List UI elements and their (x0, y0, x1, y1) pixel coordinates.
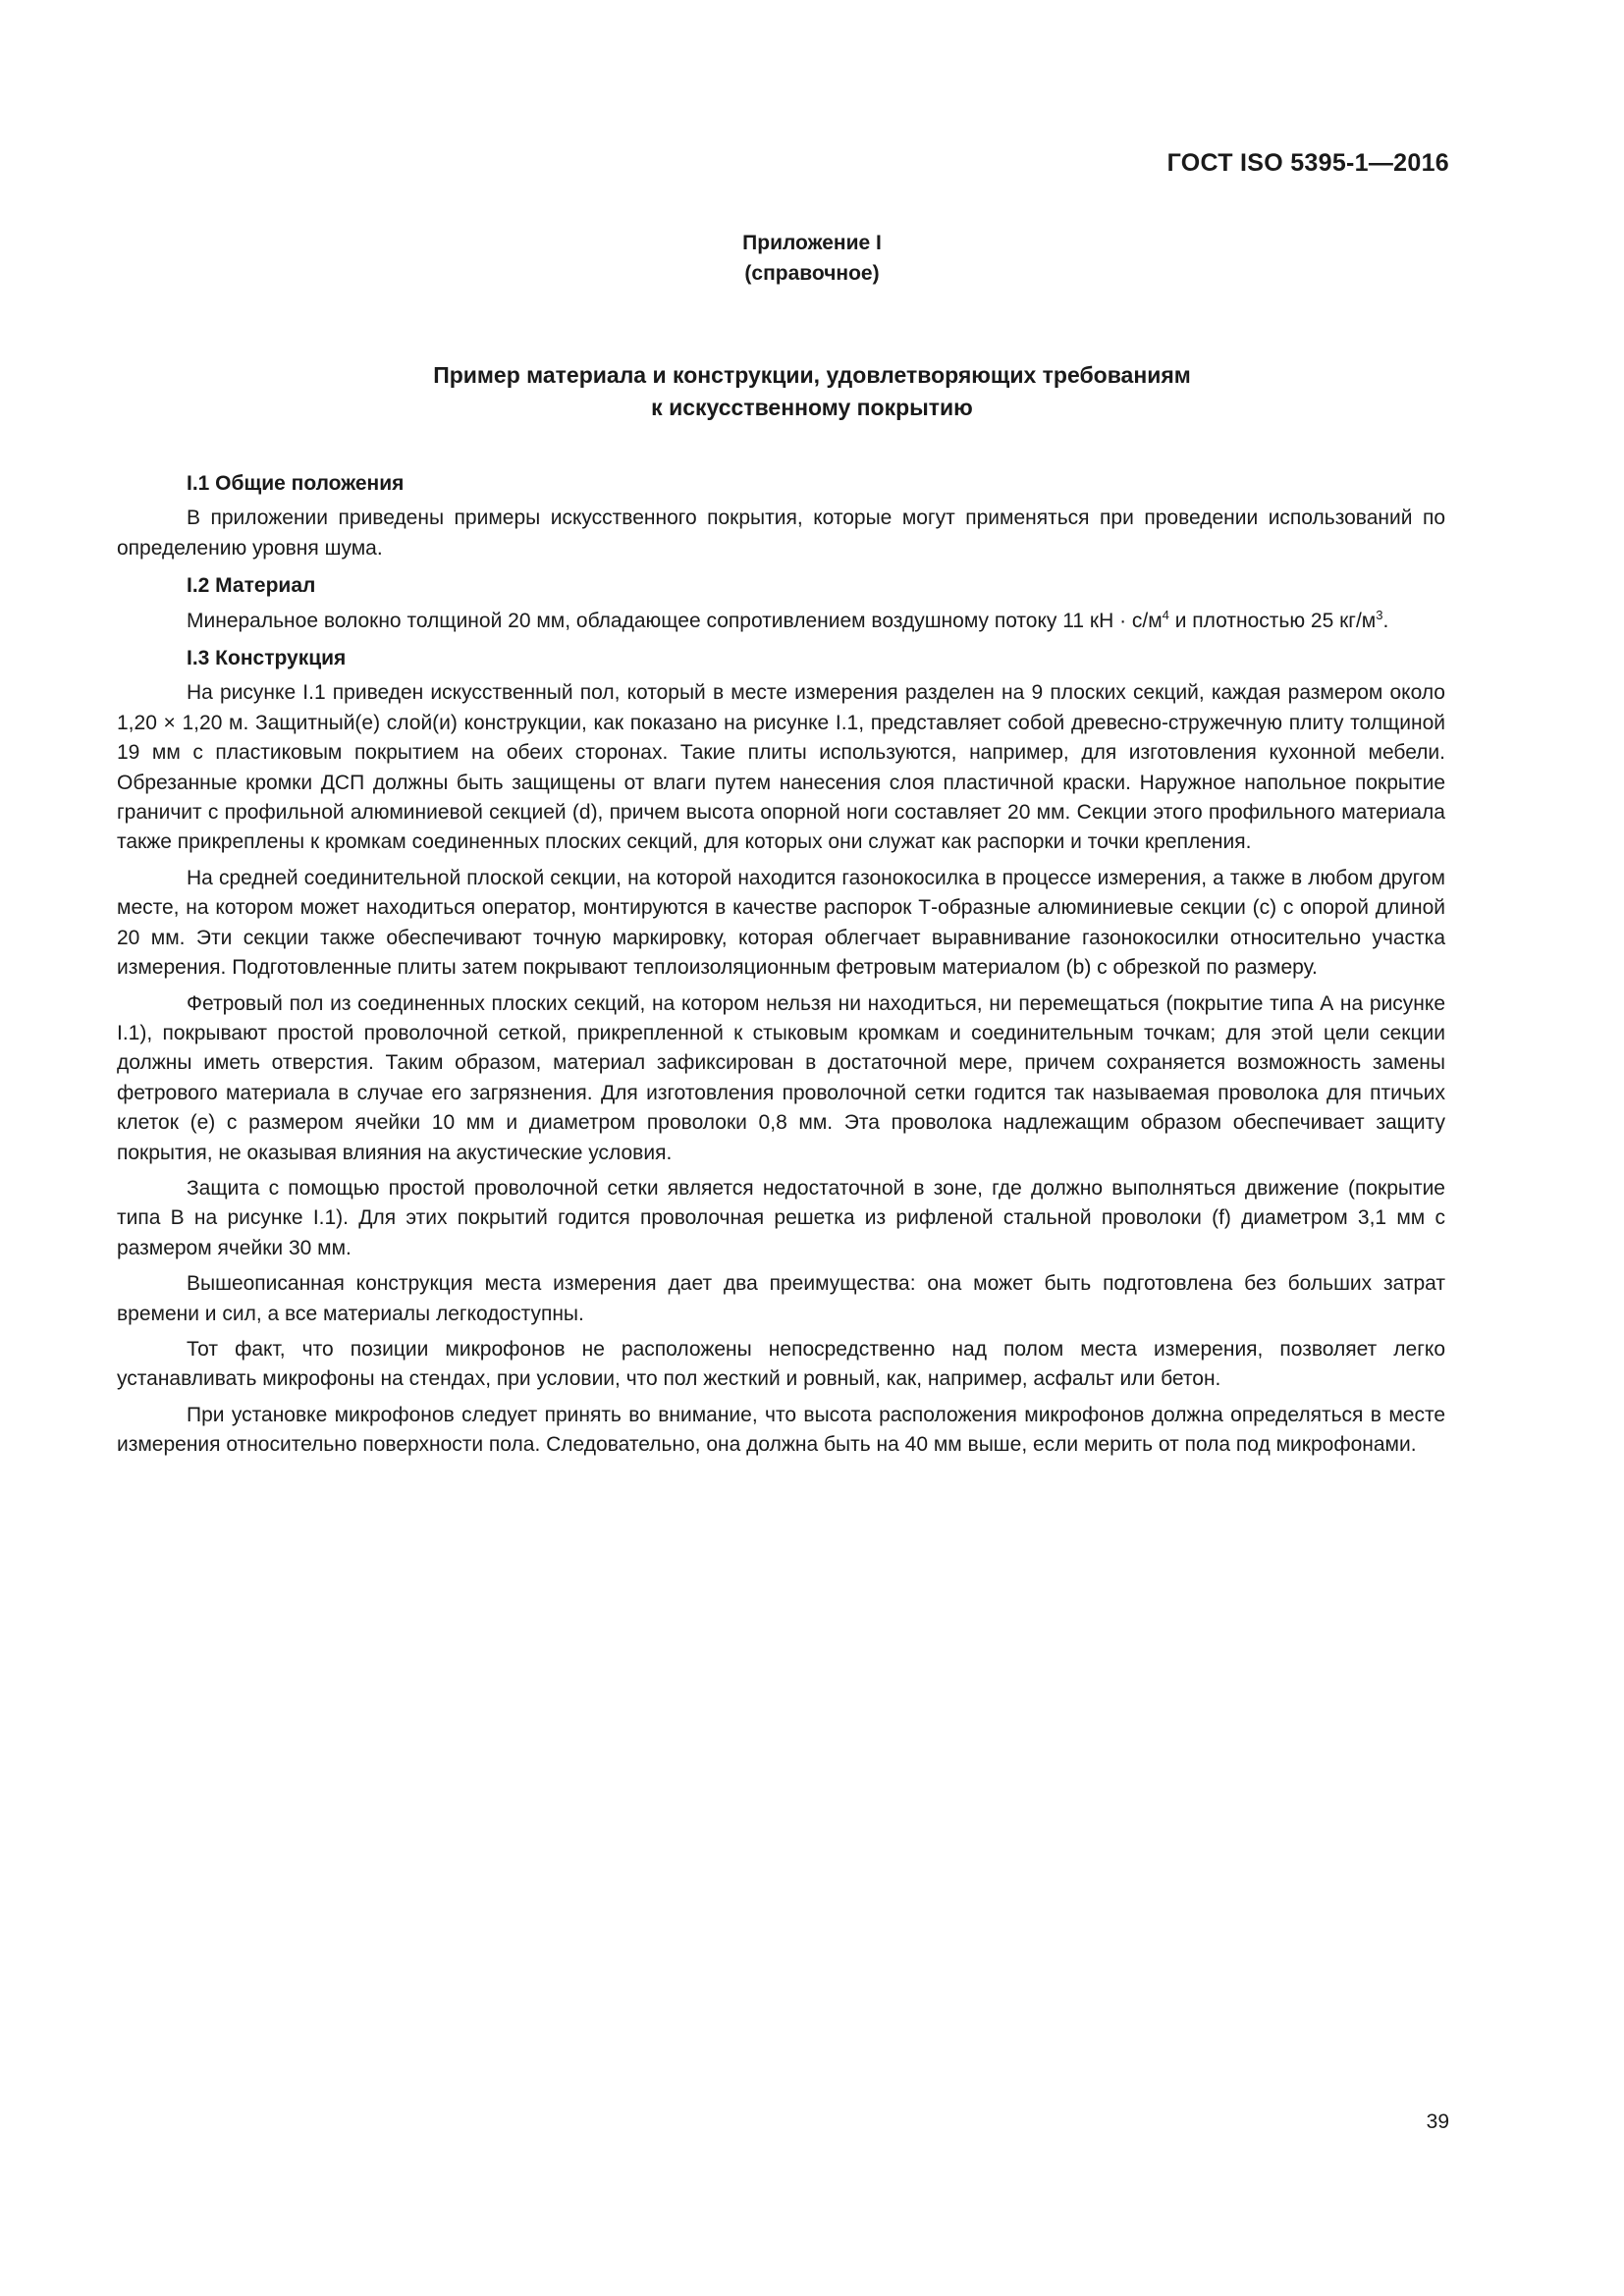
material-superscript-1: 4 (1162, 607, 1169, 622)
annex-title (0, 359, 1624, 424)
page-number: 39 (1426, 2110, 1449, 2133)
material-text-part-1: Минеральное волокно толщиной 20 мм, обладающее сопротивлением воздушному потоку 11 кН · с/м (187, 609, 1163, 632)
paragraph-construction-1: На рисунке I.1 приведен искусственный пол, который в месте измерения разделен на 9 плоских секций, каждая размером около 1,20 × 1,20 м. Защитный(е) слой(и) конструкции, как показано на рисунке I.1, представляет собой древесно-стружечную плиту толщиной 19 мм с пластиковым покрытием на обеих сторонах. Такие плиты используются, например, для изготовления кухонной мебели. Обрезанные кромки ДСП должны быть защищены от влаги путем нанесения слоя пластичной краски. Наружное напольное покрытие граничит с профильной алюминиевой секцией (d), причем высота опорной ноги составляет 20 мм. Секции этого профильного материала также прикреплены к кромкам соединенных плоских секций, для которых они служат как распорки и точки крепления. (117, 681, 1445, 854)
paragraph-construction-5: Вышеописанная конструкция места измерения дает два преимущества: она может быть подготовлена без больших затрат времени и сил, а все материалы легкодоступны. (117, 1272, 1445, 1325)
material-text-part-2: и плотностью 25 кг/м (1168, 609, 1377, 632)
section-heading-general: I.1 Общие положения (187, 472, 405, 495)
document-code: ГОСТ ISO 5395-1—2016 (1166, 149, 1449, 177)
section-heading-construction: I.3 Конструкция (187, 647, 347, 670)
paragraph-construction-6: Тот факт, что позиции микрофонов не расположены непосредственно над полом места измерения, позволяет легко устанавливать микрофоны на стендах, при условии, что пол жесткий и ровный, как, например, асфальт или бетон. (117, 1337, 1445, 1391)
paragraph-construction-2: На средней соединительной плоской секции, на которой находится газонокосилка в процессе измерения, а также в любом другом месте, на котором может находиться оператор, монтируются в качестве распорок Т-образные алюминиевые секции (с) с опорой длиной 20 мм. Эти секции также обеспечивают точную маркировку, которая облегчает выравнивание газонокосилки относительно участка измерения. Подготовленные плиты затем покрывают теплоизоляционным фетровым материалом (b) с обрезкой по размеру. (117, 866, 1445, 980)
annex-kind: (справочное) (744, 262, 880, 285)
material-text-part-3: . (1382, 609, 1389, 632)
paragraph-material (117, 607, 1445, 636)
annex-label: Приложение I (742, 232, 882, 254)
paragraph-general: В приложении приведены примеры искусственного покрытия, которые могут применяться при проведении использований по определению уровня шума. (117, 507, 1445, 560)
annex-title-line-2: к искусственному покрытию (651, 395, 973, 420)
document-body (117, 469, 1445, 1467)
paragraph-construction-7: При установке микрофонов следует принять во внимание, что высота расположения микрофонов должна определяться в месте измерения относительно поверхности пола. Следовательно, она должна быть на 40 мм выше, если мерить от пола под микрофонами. (117, 1403, 1445, 1457)
material-superscript-2: 3 (1376, 607, 1383, 622)
annex-heading (0, 228, 1624, 289)
section-heading-material: I.2 Материал (187, 574, 316, 598)
paragraph-construction-3: Фетровый пол из соединенных плоских секций, на котором нельзя ни находиться, ни перемещаться (покрытие типа А на рисунке I.1), покрывают простой проволочной сеткой, прикрепленной к стыковым кромкам и соединительным точкам; для этой цели секции должны иметь отверстия. Таким образом, материал зафиксирован в достаточной мере, причем сохраняется возможность замены фетрового материала в случае его загрязнения. Для изготовления проволочной сетки годится так называемая проволока для птичьих клеток (е) с размером ячейки 10 мм и диаметром проволоки 0,8 мм. Эта проволока надлежащим образом обеспечивает защиту покрытия, не оказывая влияния на акустические условия. (117, 991, 1445, 1164)
annex-title-line-1: Пример материала и конструкции, удовлетворяющих требованиям (433, 362, 1191, 388)
paragraph-construction-4: Защита с помощью простой проволочной сетки является недостаточной в зоне, где должно выполняться движение (покрытие типа В на рисунке I.1). Для этих покрытий годится проволочная решетка из рифленой стальной проволоки (f) диаметром 3,1 мм с размером ячейки 30 мм. (117, 1176, 1445, 1259)
